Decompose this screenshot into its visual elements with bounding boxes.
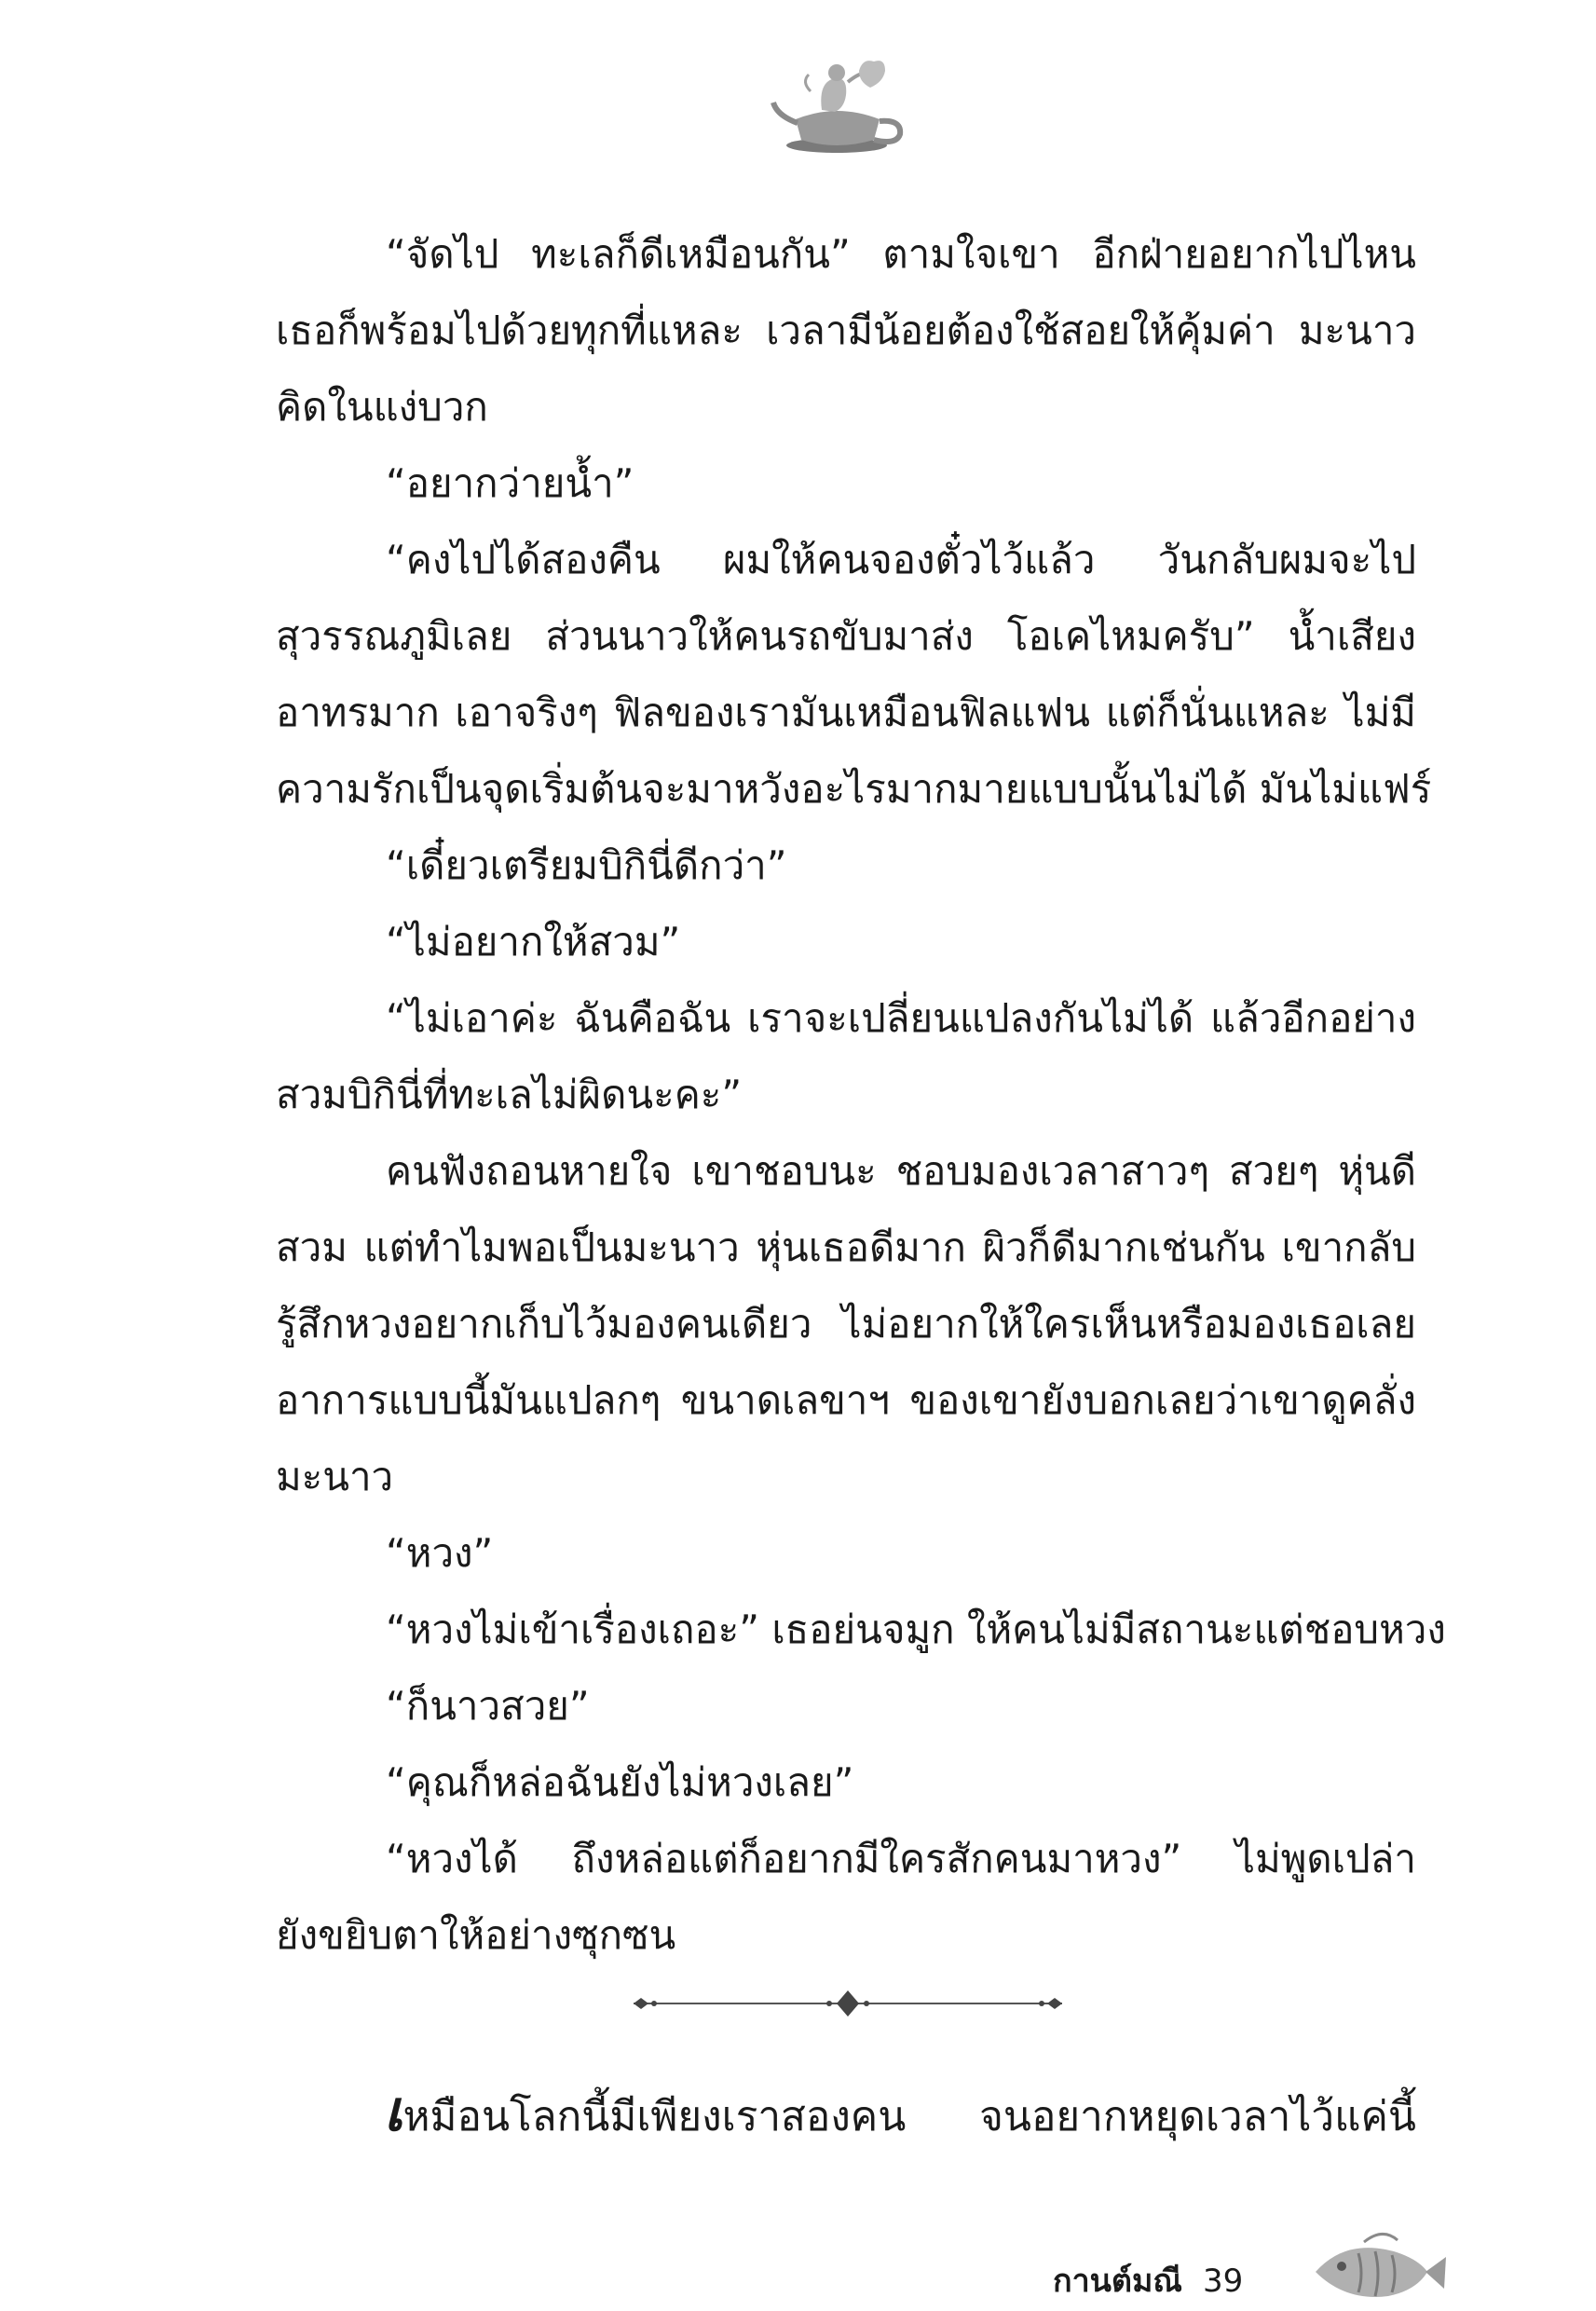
- text-line: อาการแบบนี้มันแปลกๆ ขนาดเลขาฯ ของเขายังบอกเลยว่าเขาดูคลั่ง: [276, 1377, 1416, 1423]
- page-number: 39: [1202, 2263, 1244, 2300]
- closing-line: [384, 2074, 1416, 2154]
- text-line: สุวรรณภูมิเลย ส่วนนาวให้คนรถขับมาส่ง โอเคไหมครับ” น้ำเสียง: [276, 613, 1416, 659]
- book-title: กานต์มณี: [1053, 2263, 1182, 2300]
- body-text: [276, 216, 1446, 1974]
- teapot-cupid-ornament-icon: [770, 54, 909, 157]
- text-line: อาทรมาก เอาจริงๆ ฟิลของเรามันเหมือนฟิลแฟน แต่ก็นั่นแหละ ไม่มี: [276, 690, 1416, 735]
- text-line: “คุณก็หล่อฉันยังไม่หวงเลย”: [386, 1759, 854, 1805]
- text-line: “หวงได้ ถึงหล่อแต่ก็อยากมีใครสักคนมาหวง” ไม่พูดเปล่า: [386, 1836, 1416, 1881]
- text-line: เธอก็พร้อมไปด้วยทุกที่แหละ เวลามีน้อยต้องใช้สอยให้คุ้มค่า มะนาว: [276, 308, 1416, 353]
- text-line: “อยากว่ายน้ำ”: [386, 460, 634, 506]
- text-line: คิดในแง่บวก: [276, 384, 488, 430]
- drop-cap: เ: [384, 2079, 403, 2144]
- text-line: “คงไปได้สองคืน ผมให้คนจองตั๋วไว้แล้ว วันกลับผมจะไป: [386, 537, 1416, 582]
- text-line: สวมบิกินี่ที่ทะเลไม่ผิดนะคะ”: [276, 1072, 743, 1117]
- closing-text: หมือนโลกนี้มีเพียงเราสองคน จนอยากหยุดเวลาไว้แค่นี้: [402, 2093, 1416, 2140]
- fish-shell-ornament-icon: [1308, 2225, 1448, 2309]
- text-line: สวม แต่ทำไมพอเป็นมะนาว หุ่นเธอดีมาก ผิวก็ดีมากเช่นกัน เขากลับ: [276, 1224, 1416, 1270]
- text-line: “เดี๋ยวเตรียมบิกินี่ดีกว่า”: [386, 842, 787, 888]
- text-line: “จัดไป ทะเลก็ดีเหมือนกัน” ตามใจเขา อีกฝ่ายอยากไปไหน: [386, 231, 1416, 277]
- text-line: มะนาว: [276, 1454, 394, 1499]
- text-line: “ไม่อยากให้สวม”: [386, 919, 681, 964]
- text-line: ยังขยิบตาให้อย่างซุกซน: [276, 1912, 676, 1958]
- diamond-divider-icon: [624, 1985, 1071, 2022]
- text-line: “ไม่เอาค่ะ ฉันคือฉัน เราจะเปลี่ยนแปลงกันไม่ได้ แล้วอีกอย่าง: [386, 995, 1416, 1041]
- page-footer: [1053, 2255, 1243, 2305]
- text-line: “หวงไม่เข้าเรื่องเถอะ” เธอย่นจมูก ให้คนไม่มีสถานะแต่ชอบหวง: [386, 1607, 1446, 1652]
- text-line: คนฟังถอนหายใจ เขาชอบนะ ชอบมองเวลาสาวๆ สวยๆ หุ่นดี: [386, 1148, 1416, 1194]
- text-line: ความรักเป็นจุดเริ่มต้นจะมาหวังอะไรมากมายแบบนั้นไม่ได้ มันไม่แฟร์: [276, 766, 1432, 812]
- text-line: “ก็นาวสวย”: [386, 1683, 590, 1729]
- text-line: “หวง”: [386, 1530, 494, 1576]
- text-line: รู้สึกหวงอยากเก็บไว้มองคนเดียว ไม่อยากให้ใครเห็นหรือมองเธอเลย: [276, 1301, 1416, 1347]
